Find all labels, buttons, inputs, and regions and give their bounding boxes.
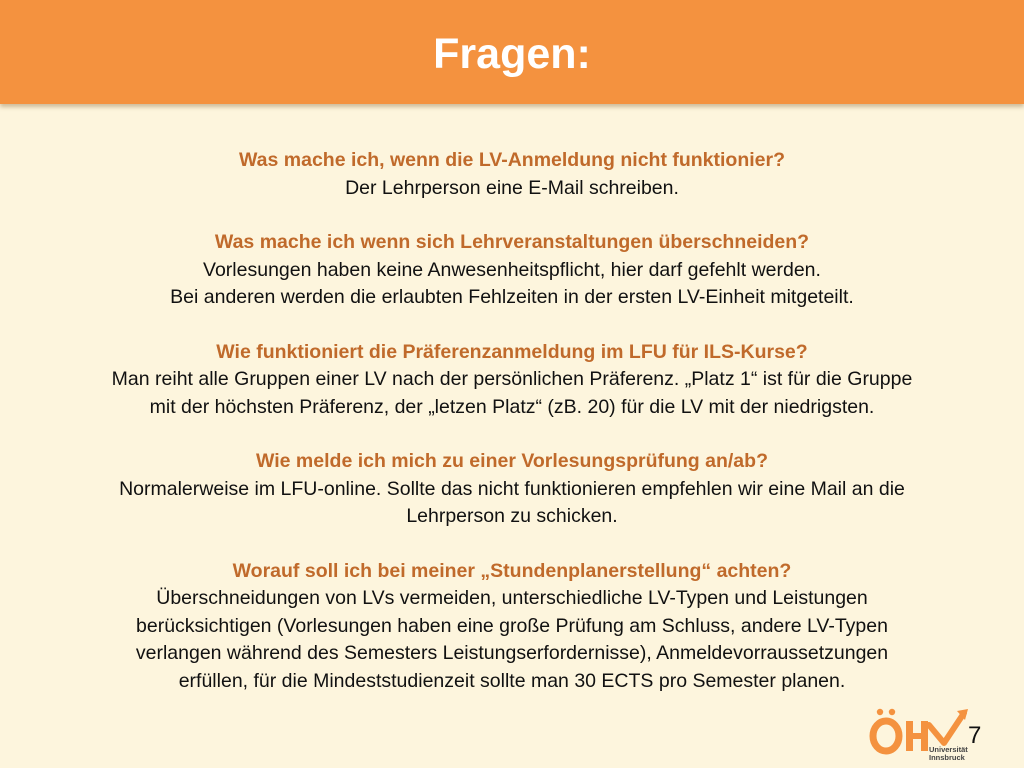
faq-question: Was mache ich, wenn die LV-Anmeldung nicht funktionier? [238,149,786,171]
faq-item [40,448,984,531]
faq-item [40,229,984,312]
faq-answer-line: Lehrperson zu schicken. [406,505,618,527]
faq-answer-line: berücksichtigen (Vorlesungen haben eine große Prüfung am Schluss, andere LV-Typen [136,614,888,637]
logo-arrow-stroke [929,713,964,743]
logo-university-line-1: Universität [929,745,968,754]
faq-question: Worauf soll ich bei meiner „Stundenplanerstellung“ achten? [232,559,792,582]
faq-question: Wie melde ich mich zu einer Vorlesungsprüfung an/ab? [256,450,768,472]
logo-umlaut-dot-right [889,709,895,715]
logo-o-ring [873,721,899,751]
faq-answer-line: Vorlesungen haben keine Anwesenheitspflicht, hier darf gefehlt werden. [203,258,821,281]
logo-umlaut-dot-left [877,709,883,715]
page-number: 7 [968,722,982,749]
slide-title: Fragen: [433,30,591,78]
faq-item [40,339,984,422]
faq-answer-line: erfüllen, für die Mindeststudienzeit sollte man 30 ECTS pro Semester planen. [178,669,846,692]
faq-answer-line: Man reiht alle Gruppen einer LV nach der persönlichen Präferenz. „Platz 1“ ist für die Gruppe [111,368,913,390]
slide-header [0,0,1024,104]
faq-item [40,147,984,202]
oeh-university-innsbruck-logo-icon [868,703,972,763]
faq-answer-line: Normalerweise im LFU-online. Sollte das nicht funktionieren empfehlen wir eine Mail an die [119,477,905,500]
faq-answer-line: verlangen während des Semesters Leistungserfordernisse), Anmeldevorraussetzungen [135,642,889,664]
faq-answer-line: mit der höchsten Präferenz, der „letzen Platz“ (zB. 20) für die LV mit der niedrigsten. [149,395,875,418]
faq-item [40,558,984,696]
faq-answer-line: Überschneidungen von LVs vermeiden, unterschiedliche LV-Typen und Leistungen [156,587,868,609]
logo-university-line-2: Innsbruck [929,753,965,762]
faq-list [40,147,984,722]
faq-question: Was mache ich wenn sich Lehrveranstaltungen überschneiden? [214,231,810,253]
faq-answer-line: Bei anderen werden die erlaubten Fehlzeiten in der ersten LV-Einheit mitgeteilt. [170,286,854,308]
faq-question: Wie funktioniert die Präferenzanmeldung im LFU für ILS-Kurse? [216,340,808,363]
faq-answer-line: Der Lehrperson eine E-Mail schreiben. [345,176,679,199]
